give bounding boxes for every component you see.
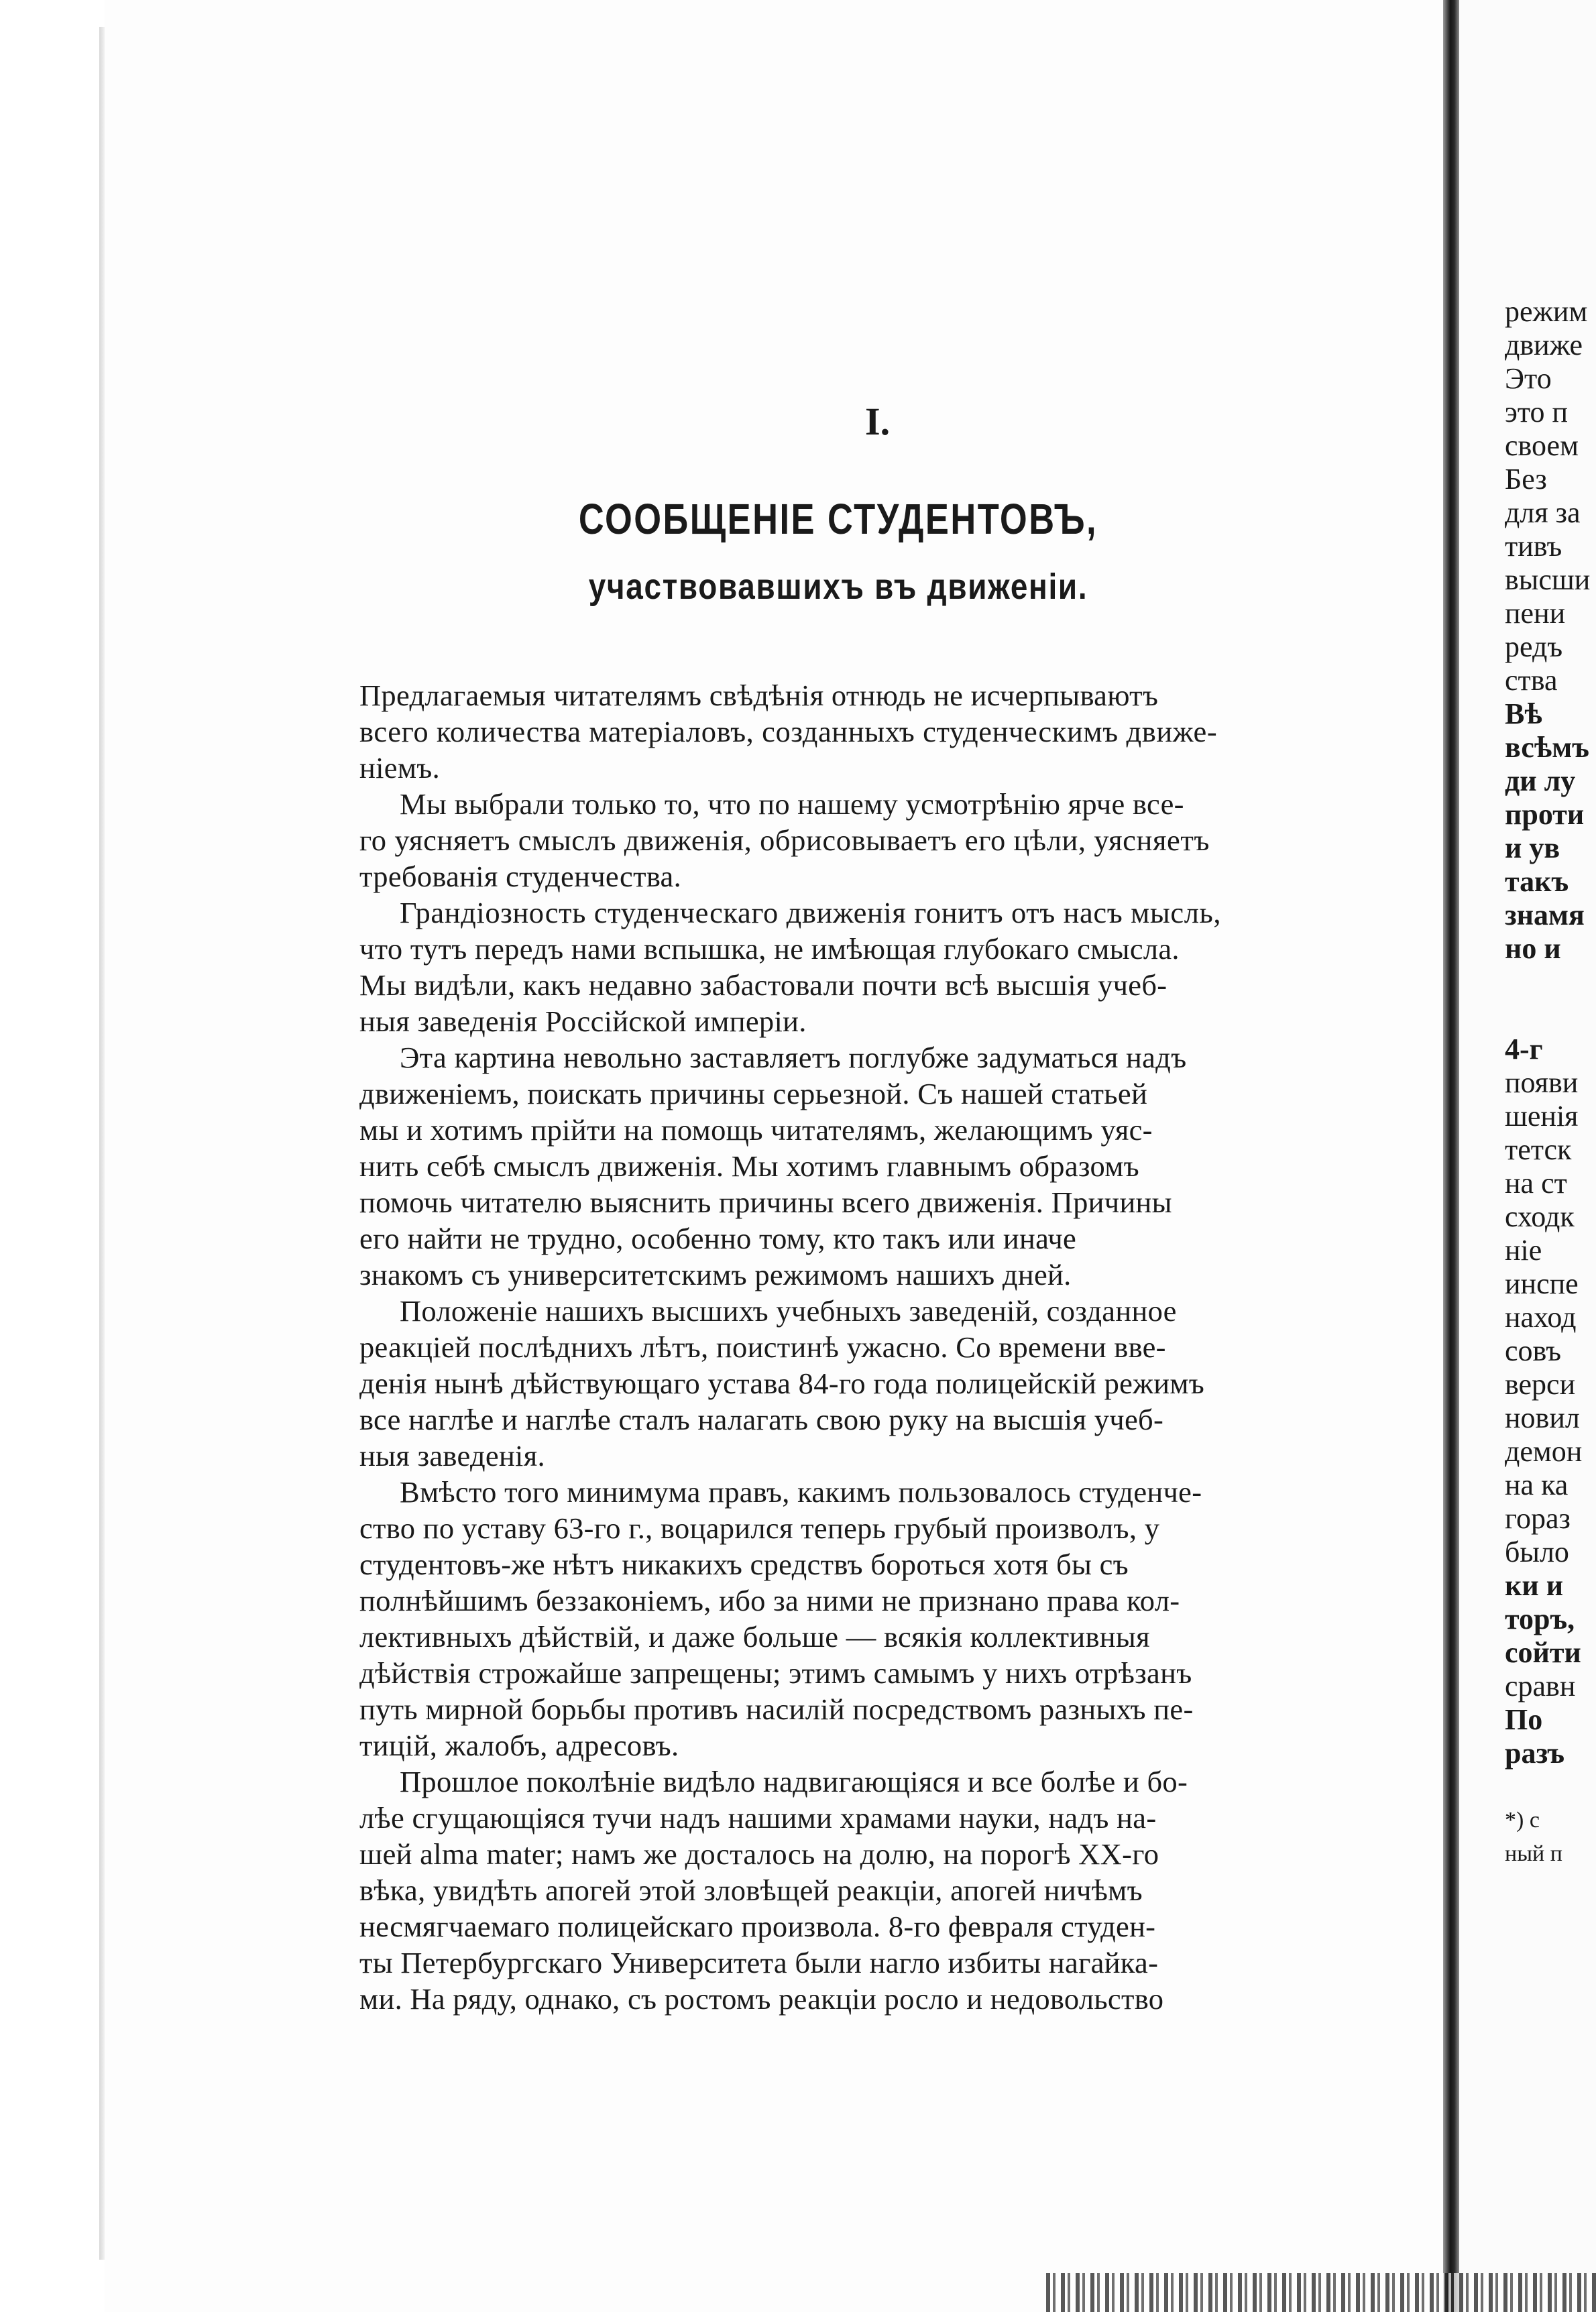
- text-line: его найти не трудно, особенно тому, кто такъ или иначе: [359, 1222, 1077, 1255]
- text-line: вѣка, увидѣть апогей этой зловѣщей реакціи, апогей ничѣмъ: [359, 1873, 1143, 1907]
- text-line: Эта картина невольно заставляетъ поглубже задуматься надъ: [400, 1041, 1187, 1074]
- page-title: СООБЩЕНІЕ СТУДЕНТОВЪ,: [578, 495, 1098, 543]
- right-page-line: [1505, 966, 1596, 999]
- right-page-line: Это: [1505, 362, 1552, 395]
- right-page-line: разъ: [1505, 1737, 1565, 1770]
- right-page-line: [1505, 1770, 1596, 1804]
- text-line: реакціей послѣднихъ лѣтъ, поистинѣ ужасно. Со времени вве-: [359, 1330, 1166, 1364]
- right-page-line: тетск: [1505, 1133, 1572, 1166]
- right-page-line: новил: [1505, 1401, 1580, 1434]
- right-page-line: Без: [1505, 463, 1547, 496]
- right-page-line: на ка: [1505, 1468, 1569, 1501]
- text-line: Грандіозность студенческаго движенія гонитъ отъ насъ мысль,: [400, 896, 1222, 929]
- text-line: Мы видѣли, какъ недавно забастовали почти всѣ высшія учеб-: [359, 968, 1167, 1002]
- text-line: Прошлое поколѣніе видѣло надвигающіяся и все болѣе и бо-: [400, 1765, 1188, 1798]
- right-page-line: ства: [1505, 664, 1558, 697]
- text-line: Положеніе нашихъ высшихъ учебныхъ заведеній, созданное: [400, 1294, 1177, 1328]
- text-line: знакомъ съ университетскимъ режимомъ нашихъ дней.: [359, 1258, 1072, 1291]
- text-line: го уясняетъ смыслъ движенія, обрисовываетъ его цѣли, уясняетъ: [359, 823, 1210, 857]
- text-line: ныя заведенія Россійской имперіи.: [359, 1004, 807, 1038]
- text-line: лѣе сгущающіяся тучи надъ нашими храмами науки, надъ на-: [359, 1801, 1157, 1835]
- text-line: шей alma mater; намъ же досталось на долю, на порогѣ XX-го: [359, 1837, 1159, 1871]
- text-line: все наглѣе и наглѣе сталъ налагать свою руку на высшія учеб-: [359, 1403, 1164, 1436]
- body-text: [359, 677, 1442, 2017]
- text-line: путь мирной борьбы противъ насилій посредствомъ разныхъ пе-: [359, 1692, 1194, 1726]
- right-page-line: наход: [1505, 1301, 1577, 1334]
- text-line: что тутъ передъ нами вспышка, не имѣющая глубокаго смысла.: [359, 932, 1180, 966]
- right-page-line: тивъ: [1505, 530, 1562, 563]
- right-page-line: появи: [1505, 1066, 1579, 1099]
- right-page-line: для за: [1505, 496, 1581, 529]
- text-line: движеніемъ, поискать причины серьезной. Съ нашей статьей: [359, 1077, 1148, 1110]
- right-page-line: пени: [1505, 597, 1566, 630]
- right-page-line: знамя: [1505, 899, 1585, 931]
- text-line: ты Петербургскаго Университета были нагло избиты нагайка-: [359, 1946, 1159, 1979]
- right-page-line: ніе: [1505, 1234, 1542, 1267]
- right-page-line: на ст: [1505, 1167, 1567, 1200]
- right-page-line: торъ,: [1505, 1603, 1575, 1635]
- text-line: ми. На ряду, однако, съ ростомъ реакціи росло и недовольство: [359, 1982, 1164, 2016]
- right-page-line: верси: [1505, 1368, 1576, 1401]
- text-line: Мы выбрали только то, что по нашему усмотрѣнію ярче все-: [400, 787, 1184, 821]
- text-line: лективныхъ дѣйствій, и даже больше — всякія коллективныя: [359, 1620, 1150, 1654]
- right-page-line: ный п: [1505, 1841, 1562, 1866]
- text-line: помочь читателю выяснить причины всего движенія. Причины: [359, 1186, 1172, 1219]
- right-page-line: но и: [1505, 932, 1561, 965]
- right-page-line: шенія: [1505, 1100, 1579, 1133]
- text-line: студентовъ-же нѣтъ никакихъ средствъ бороться хотя бы съ: [359, 1548, 1129, 1581]
- right-page-line: Вѣ: [1505, 697, 1542, 730]
- text-line: Предлагаемыя читателямъ свѣдѣнія отнюдь не исчерпываютъ: [359, 679, 1159, 712]
- right-page-line: [1505, 999, 1596, 1033]
- book-gutter: [1443, 0, 1459, 2312]
- scan-artifact: [1046, 2273, 1596, 2312]
- text-line: денія нынѣ дѣйствующаго устава 84-го года полицейскій режимъ: [359, 1367, 1205, 1400]
- scan-edge: [99, 27, 105, 2260]
- right-page-line: сойти: [1505, 1636, 1581, 1669]
- right-page-line: режим: [1505, 295, 1588, 328]
- right-page-line: гораз: [1505, 1502, 1571, 1535]
- right-page-line: проти: [1505, 798, 1585, 831]
- right-page-line: совъ: [1505, 1334, 1561, 1367]
- right-page-line: сравн: [1505, 1670, 1576, 1702]
- right-page-line: редъ: [1505, 630, 1563, 663]
- text-line: полнѣйшимъ беззаконіемъ, ибо за ними не признано права кол-: [359, 1584, 1180, 1617]
- text-line: мы и хотимъ прійти на помощь читателямъ, желающимъ уяс-: [359, 1113, 1153, 1147]
- text-line: тицій, жалобъ, адресовъ.: [359, 1729, 679, 1762]
- text-line: ныя заведенія.: [359, 1439, 545, 1472]
- right-page-line: ди лу: [1505, 764, 1576, 797]
- right-page-line: своем: [1505, 429, 1579, 462]
- text-line: ніемъ.: [359, 751, 441, 785]
- text-line: требованія студенчества.: [359, 860, 682, 893]
- text-line: Вмѣсто того минимума правъ, какимъ пользовалось студенче-: [400, 1475, 1202, 1509]
- right-page-line: ки и: [1505, 1569, 1564, 1602]
- right-page-line: сходк: [1505, 1200, 1575, 1233]
- right-page-line: *) с: [1505, 1808, 1540, 1833]
- right-page-line: было: [1505, 1536, 1569, 1568]
- right-page-line: всѣмъ: [1505, 731, 1589, 764]
- right-page-text: [1505, 295, 1596, 1871]
- page-subtitle: участвовавшихъ въ движеніи.: [588, 567, 1088, 607]
- right-page-line: высши: [1505, 563, 1591, 596]
- right-page-line: это п: [1505, 396, 1569, 428]
- right-page-line: По: [1505, 1703, 1543, 1736]
- right-page-line: движе: [1505, 329, 1583, 361]
- section-number: I.: [865, 400, 891, 443]
- text-line: ство по уставу 63-го г., воцарился теперь грубый произволъ, у: [359, 1511, 1160, 1545]
- right-page-line: демон: [1505, 1435, 1583, 1468]
- text-line: всего количества матеріаловъ, созданныхъ студенческимъ движе-: [359, 715, 1218, 748]
- right-page-line: инспе: [1505, 1267, 1579, 1300]
- text-line: дѣйствія строжайше запрещены; этимъ самымъ у нихъ отрѣзанъ: [359, 1656, 1192, 1690]
- right-page-line: и ув: [1505, 831, 1560, 864]
- right-page-line: 4-г: [1505, 1033, 1543, 1065]
- right-page-line: такъ: [1505, 865, 1569, 898]
- text-line: несмягчаемаго полицейскаго произвола. 8-го февраля студен-: [359, 1910, 1156, 1943]
- text-line: нить себѣ смыслъ движенія. Мы хотимъ главнымъ образомъ: [359, 1149, 1139, 1183]
